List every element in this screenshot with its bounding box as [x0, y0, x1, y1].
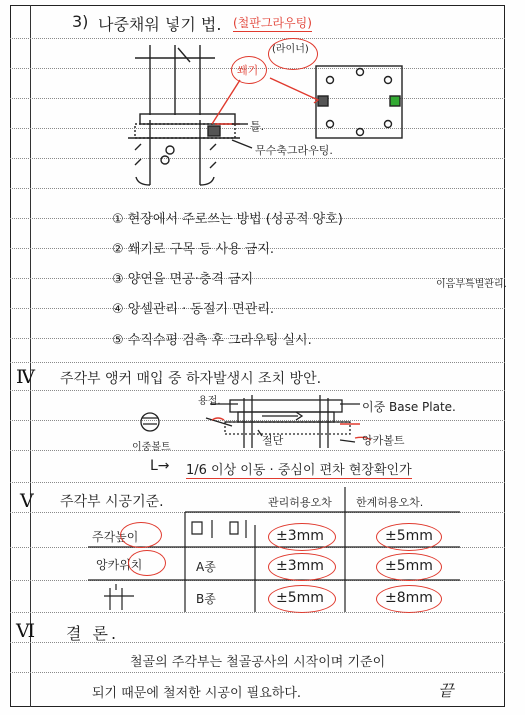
mgmt-circle — [268, 523, 336, 551]
step-item: ① 현장에서 주로쓰는 방법 (성공적 양호) — [112, 212, 343, 227]
section3-number: 3) — [72, 12, 89, 31]
section6-roman: Ⅵ — [16, 620, 36, 642]
limit-circle — [376, 553, 442, 581]
section6-title: 결 론. — [66, 624, 120, 643]
table-header-mgmt: 관리허용오차 — [268, 496, 332, 509]
table-cell-mgmt: ±5mm — [276, 590, 324, 606]
section5-roman: Ⅴ — [20, 490, 34, 512]
table-cell-limit: ±5mm — [385, 528, 433, 544]
double-bolt-label: 이중볼트 — [132, 442, 171, 453]
limit-circle — [376, 523, 442, 551]
anchor-bolt-label: 앙카볼트 — [362, 434, 405, 447]
section3-title: 나중채워 넣기 법. — [98, 15, 222, 34]
table-header-limit: 한계허용오차. — [356, 496, 424, 509]
step-item: ② 쐐기로 구목 등 사용 금지. — [112, 242, 275, 257]
height-circle — [120, 522, 162, 548]
end-signoff: 끝 — [438, 681, 454, 700]
table-cell-mgmt: ±3mm — [276, 528, 324, 544]
step-item: ③ 양연을 면공·충격 금지 — [112, 272, 254, 287]
conclusion-line-2: 되기 때문에 철저한 시공이 필요하다. — [92, 686, 302, 701]
section4-conclusion: 1/6 이상 이동 · 중심이 편차 현장확인가 — [186, 459, 412, 479]
table-cell-limit: ±5mm — [385, 558, 433, 574]
row-label-column-height: 주각높이 — [92, 530, 139, 544]
ssaegi-label: 쐐기 — [237, 64, 259, 77]
double-base-plate-label: 이중 Base Plate. — [362, 400, 456, 414]
mgmt-circle — [268, 585, 336, 613]
side-note: 이음부특별관리. — [436, 279, 507, 290]
step-item: ⑤ 수직수평 검측 후 그라우팅 실시. — [112, 333, 312, 348]
weld-label: 용접. — [198, 396, 221, 407]
table-cell-limit: ±8mm — [385, 590, 433, 606]
conclusion-line-1: 철골의 주각부는 철골공사의 시작이며 기준이 — [130, 655, 386, 670]
section4-roman: Ⅳ — [16, 366, 35, 388]
cut-label: 절단 — [262, 434, 284, 447]
table-cell-grade: B종 — [196, 592, 216, 606]
section4-title: 주각부 앵커 매입 중 하자발생시 조치 방안. — [60, 371, 322, 387]
frame-label: 틀. — [250, 120, 265, 133]
grout-label: 무수축그라우팅. — [255, 144, 333, 157]
section3-title-tag: (철판그라우팅) — [233, 16, 312, 30]
table-cell-grade: A종 — [196, 560, 216, 574]
mgmt-circle — [268, 553, 336, 581]
table-cell-mgmt: ±3mm — [276, 558, 324, 574]
row-label-anchor-position: 앙카위치 — [96, 558, 143, 572]
section4-arrow: L→ — [150, 458, 170, 474]
step-item: ④ 앙셀관리 · 동절기 면관리. — [112, 302, 275, 317]
limit-circle — [376, 585, 442, 613]
section5-title: 주각부 시공기준. — [60, 494, 164, 510]
anchor-circle — [128, 550, 166, 576]
liner-label: (라이너) — [272, 44, 309, 55]
